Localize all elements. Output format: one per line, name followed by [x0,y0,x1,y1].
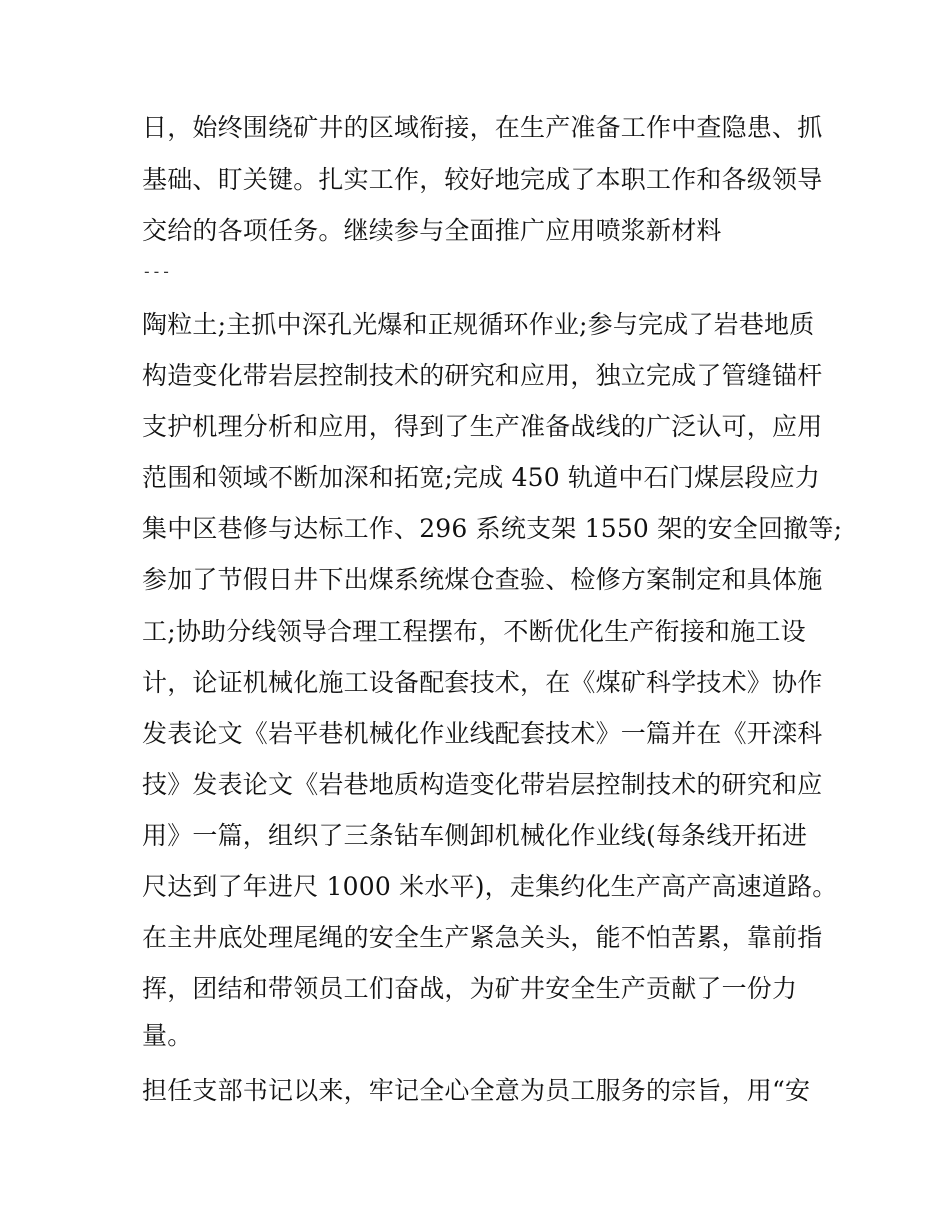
text-line: 量。 [142,1021,193,1050]
text-line: 基础、盯关键。扎实工作，较好地完成了本职工作和各级领导 [142,165,823,194]
text-line: 支护机理分析和应用，得到了生产准备战线的广泛认可，应用 [142,412,823,441]
text-line: 集中区巷修与达标工作、296 系统支架 1550 架的安全回撤等; [142,514,843,543]
text-line: 交给的各项任务。继续参与全面推广应用喷浆新材料 [142,216,722,245]
text-line: 范围和领域不断加深和拓宽;完成 450 轨道中石门煤层段应力 [142,463,821,492]
text-line: 尺达到了年进尺 1000 米水平)，走集约化生产高产高速道路。 [142,872,838,901]
text-line: 用》一篇，组织了三条钻车侧卸机械化作业线(每条线开拓进 [142,821,808,850]
text-line: 计，论证机械化施工设备配套技术，在《煤矿科学技术》协作 [142,668,823,697]
text-line: 担任支部书记以来，牢记全心全意为员工服务的宗旨，用“安 [142,1076,811,1105]
text-line: 参加了节假日井下出煤系统煤仓查验、检修方案制定和具体施 [142,565,823,594]
text-line: 挥，团结和带领员工们奋战，为矿井安全生产贡献了一份力 [142,974,798,1003]
text-line: 陶粒土;主抓中深孔光爆和正规循环作业;参与完成了岩巷地质 [142,310,815,339]
text-line: 工;协助分线领导合理工程摆布，不断优化生产衔接和施工设 [142,617,806,646]
text-line: 技》发表论文《岩巷地质构造变化带岩层控制技术的研究和应 [142,770,823,799]
text-line: 日，始终围绕矿井的区域衔接，在生产准备工作中查隐患、抓 [142,113,823,142]
section-separator: --- [142,262,171,281]
text-line: 构造变化带岩层控制技术的研究和应用，独立完成了管缝锚杆 [142,361,823,390]
text-line: 发表论文《岩平巷机械化作业线配套技术》一篇并在《开滦科 [142,719,823,748]
text-line: 在主井底处理尾绳的安全生产紧急关头，能不怕苦累，靠前指 [142,923,823,952]
